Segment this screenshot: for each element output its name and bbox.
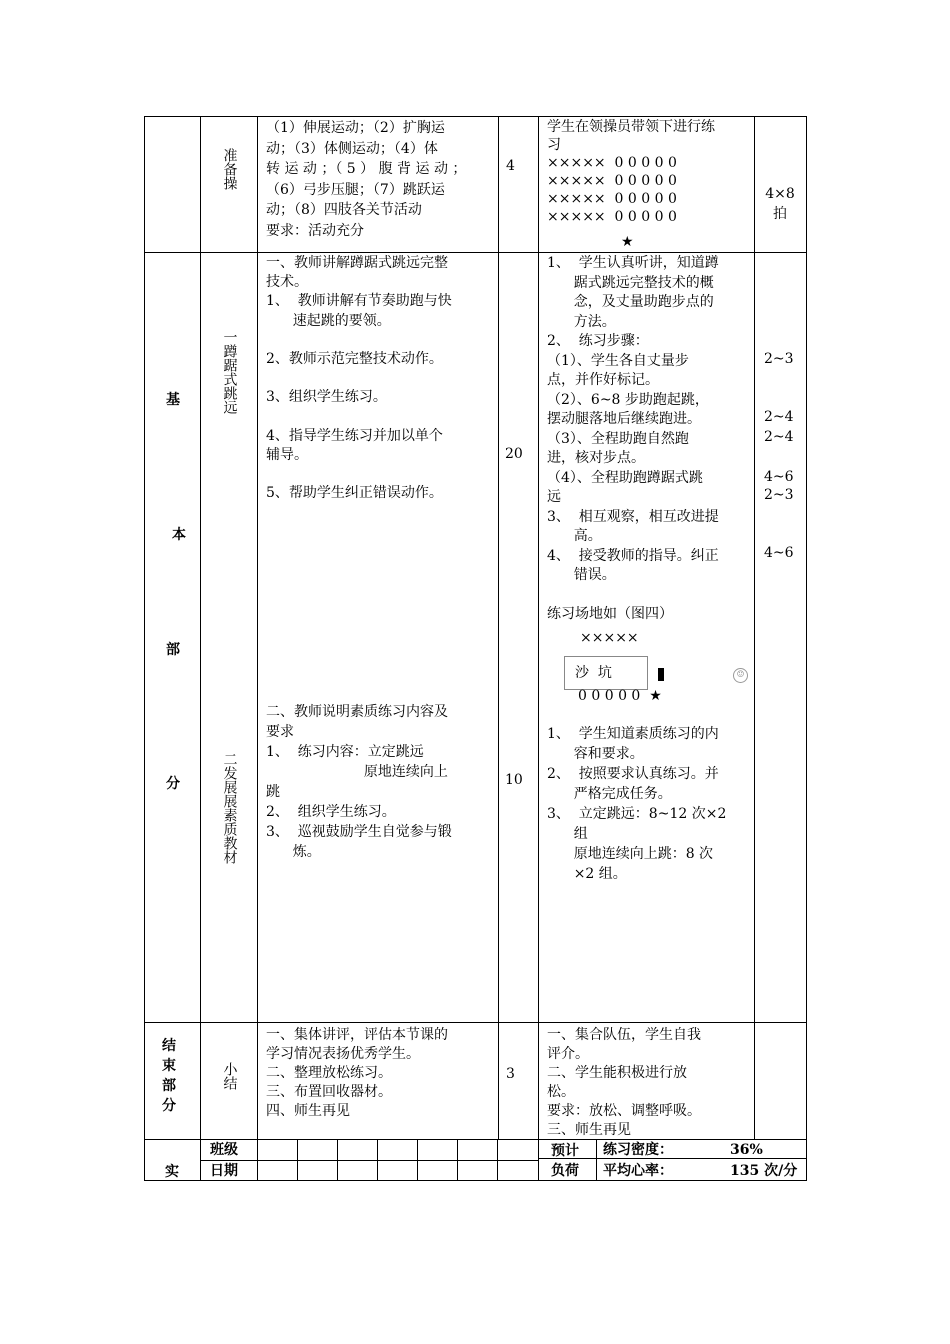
part1-student-line: 进，核对步点。 (547, 450, 645, 466)
part1-student-line: 远 (547, 489, 561, 505)
basic-char-4: 分 (166, 776, 180, 792)
part1-student-line: 3、 相互观察，相互改进提 (547, 508, 719, 525)
density-label: 练习密度： (603, 1142, 673, 1158)
prep-content-line: （1）伸展运动；（2）扩胸运 (266, 120, 445, 136)
prep-content (266, 118, 494, 241)
end-label-text: 小结 (221, 1062, 238, 1090)
field-bottom: 0 0 0 0 0 ★ (578, 688, 662, 704)
part1-load-value: 2~4 (764, 429, 794, 445)
end-section-char: 结 (162, 1038, 176, 1054)
prep-student-line: ××××× 0 0 0 0 0 (547, 191, 677, 207)
part1-time: 20 (505, 446, 523, 462)
part2-content-line: 3、 巡视鼓励学生自觉参与锻 (266, 824, 452, 840)
part2-student (547, 724, 752, 884)
end-content (266, 1026, 494, 1121)
part1-student-line: （4）、全程助跑蹲踞式跳 (547, 469, 703, 486)
part2-student-line: 严格完成任务。 (547, 786, 672, 802)
part2-content-line: 要求 (266, 724, 294, 740)
part2-student-line: 2、 按照要求认真练习。并 (547, 766, 719, 782)
part2-content-line: 2、 组织学生练习。 (266, 804, 396, 820)
part2-time: 10 (505, 772, 523, 788)
part1-label (216, 330, 242, 420)
end-section-char: 束 (162, 1058, 176, 1074)
prep-label (216, 148, 242, 196)
end-content-line: 三、布置回收器材。 (266, 1084, 392, 1100)
end-time: 3 (506, 1066, 515, 1082)
end-label (216, 1062, 242, 1096)
prep-student-line: ××××× 0 0 0 0 0 (547, 173, 677, 189)
part2-content-line: 二、教师说明素质练习内容及 (266, 704, 448, 720)
part1-content (266, 254, 494, 503)
part1-student-line: 2、 练习步骤： (547, 333, 649, 349)
part1-load-value: 4~6 (764, 469, 794, 485)
part1-student-line: 点，并作好标记。 (547, 372, 659, 388)
part1-content-line: 辅导。 (266, 446, 308, 463)
part1-load-value: 2~3 (764, 351, 794, 367)
prep-student-line: 习 (547, 137, 561, 153)
part1-content-line (266, 408, 494, 427)
basic-char-2: 本 (172, 527, 186, 543)
part1-content-line (266, 369, 494, 388)
part2-student-line: 组 (547, 826, 588, 842)
footer-left-label: 实 (165, 1164, 179, 1180)
sand-pit (564, 656, 648, 690)
end-section-char: 分 (162, 1098, 176, 1114)
part2-content (266, 702, 494, 862)
end-section-label (162, 1036, 184, 1116)
part1-content-line: 5、帮助学生纠正错误动作。 (266, 485, 443, 502)
field-top: ××××× (580, 630, 639, 646)
density-value: 36% (730, 1142, 763, 1158)
prep-content-line: 要求：活动充分 (266, 222, 364, 239)
end-student-line: 评介。 (547, 1046, 589, 1062)
end-student-line: 二、学生能积极进行放 (547, 1065, 687, 1081)
sand-pit-label: 沙 坑 (575, 665, 612, 681)
part1-content-line (266, 465, 494, 484)
part2-content-line: 原地连续向上 (266, 764, 448, 780)
part2-label-text: 二发展展素质教材 (221, 752, 238, 864)
part2-content-line: 1、 练习内容：立定跳远 (266, 744, 424, 760)
date-label: 日期 (210, 1163, 238, 1179)
end-student-line: 松。 (547, 1084, 575, 1100)
part1-student-line: 错误。 (547, 567, 616, 583)
end-student-line: 一、集合队伍，学生自我 (547, 1027, 701, 1043)
prep-content-line: （6）弓步压腿；（7）跳跃运 (266, 181, 445, 198)
part1-content-line: 4、指导学生练习并加以单个 (266, 427, 443, 444)
end-student-line: 三、师生再见 (547, 1122, 631, 1138)
basic-char-3: 部 (166, 642, 180, 658)
part1-content-line (266, 331, 494, 350)
part2-content-line: 炼。 (266, 844, 321, 860)
part1-content-line: 一、教师讲解蹲踞式跳远完整 (266, 255, 448, 271)
prep-student (547, 118, 752, 226)
part2-student-line: 容和要求。 (547, 746, 644, 762)
prep-content-line: 动；（8）四肢各关节活动 (266, 202, 422, 218)
part1-student-line: 练习场地如（图四） (547, 606, 673, 622)
part1-student-line: 1、 学生认真听讲，知道蹲 (547, 255, 719, 271)
prep-load (756, 184, 804, 224)
part1-student-line (547, 586, 752, 606)
part1-load-value: 2~4 (764, 409, 794, 425)
part1-load-value: 2~3 (764, 487, 794, 503)
part2-student-line: ×2 组。 (547, 866, 627, 882)
prep-content-line: 动；（3）体侧运动；（4）体 (266, 140, 438, 157)
hr-value: 135 次/分 (730, 1163, 798, 1179)
end-content-line: 一、集体讲评，评估本节课的 (266, 1027, 448, 1043)
part2-student-line: 原地连续向上跳：8 次 (547, 846, 714, 862)
plan-label-1: 预计 (551, 1143, 579, 1159)
part1-content-line: 2、教师示范完整技术动作。 (266, 350, 443, 367)
part1-student-line: （3）、全程助跑自然跑 (547, 430, 689, 447)
part1-student-line: （1）、学生各自丈量步 (547, 352, 689, 369)
part1-content-line: 技术。 (266, 274, 308, 291)
plan-label-2: 负荷 (551, 1163, 579, 1179)
class-label: 班级 (210, 1142, 238, 1158)
part2-content-line: 跳 (266, 784, 280, 800)
smile-icon: ☺ (733, 668, 748, 683)
part2-student-line: 3、 立定跳远：8~12 次×2 (547, 806, 727, 822)
prep-content-line: 转 运 动 ；（ 5 ） 腹 背 运 动 ； (266, 161, 467, 177)
prep-label-text: 准备操 (221, 148, 238, 190)
basic-char-1: 基 (166, 392, 180, 408)
prep-load-line: 4×8 (765, 186, 795, 202)
end-content-line: 学习情况表扬优秀学生。 (266, 1046, 420, 1062)
prep-star: ★ (621, 234, 634, 250)
part2-student-line: 1、 学生知道素质练习的内 (547, 726, 719, 742)
prep-student-line: ××××× 0 0 0 0 0 (547, 209, 677, 225)
end-section-char: 部 (162, 1078, 176, 1094)
hr-label: 平均心率： (603, 1163, 673, 1179)
prep-time: 4 (506, 158, 515, 174)
part1-content-line: 3、组织学生练习。 (266, 389, 387, 406)
part1-student-line: 方法。 (547, 313, 616, 330)
prep-student-line: 学生在领操员带领下进行练 (547, 119, 715, 135)
part1-student-line: 摆动腿落地后继续跑进。 (547, 411, 701, 427)
end-student (547, 1026, 752, 1140)
part1-student-line: 高。 (547, 528, 602, 544)
part1-content-line: 速起跳的要领。 (266, 312, 391, 329)
part1-student-line: 踞式跳远完整技术的概 (547, 274, 714, 291)
end-student-line: 要求：放松、调整呼吸。 (547, 1103, 701, 1119)
end-content-line: 二、整理放松练习。 (266, 1065, 392, 1081)
part1-student-line: 4、 接受教师的指导。纠正 (547, 547, 719, 564)
part1-load-value: 4~6 (764, 545, 794, 561)
part1-student-line: 念，及丈量助跑步点的 (547, 294, 714, 310)
part1-label-text: 一蹲踞式跳远 (221, 330, 238, 414)
part1-content-line: 1、 教师讲解有节奏助跑与快 (266, 293, 452, 310)
takeoff-marker (658, 668, 664, 681)
part2-label (216, 752, 242, 870)
prep-student-line: ××××× 0 0 0 0 0 (547, 155, 677, 171)
end-content-line: 四、师生再见 (266, 1103, 350, 1119)
part1-student (547, 254, 752, 625)
prep-load-line: 拍 (773, 206, 787, 222)
part1-student-line: （2）、6~8 步助跑起跳， (547, 391, 709, 408)
